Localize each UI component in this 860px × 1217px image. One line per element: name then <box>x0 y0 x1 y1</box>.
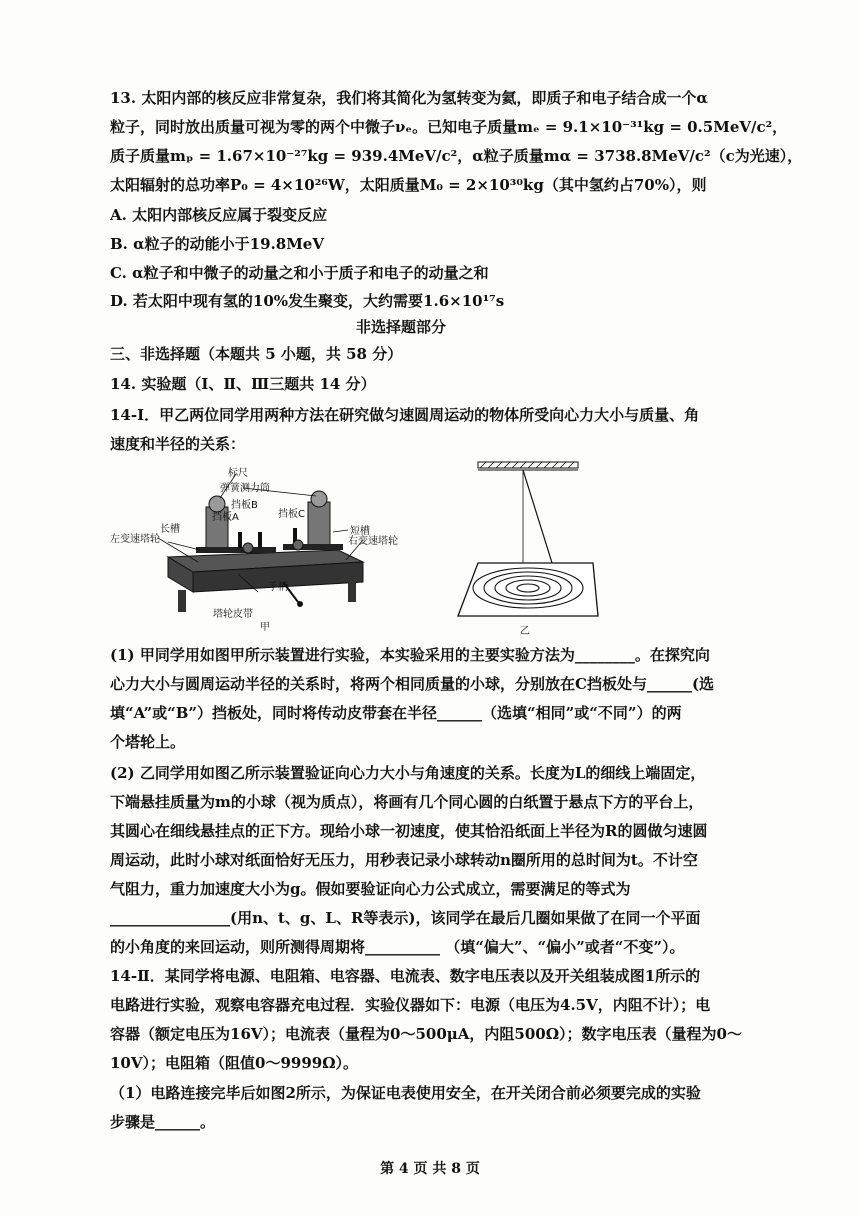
q14-1-part2-line-2: 下端悬挂质量为m的小球（视为质点），将画有几个同心圆的白纸置于悬点下方的平台上， <box>110 793 704 811</box>
label-handle: 手柄 <box>268 582 288 593</box>
q14-1-part1-line-3: 填“A”或“B”）挡板处，同时将传动皮带套在半径______（选填“相同”或“不同”）的两 <box>110 704 682 722</box>
q13-line-3: 质子质量mₚ = 1.67×10⁻²⁷kg = 939.4MeV/c²，α粒子质量mα = 3738.8MeV/c²（c为光速）， <box>110 147 803 165</box>
q14-1-part1-line-4: 个塔轮上。 <box>110 733 186 751</box>
q14-1-intro-line-2: 速度和半径的关系： <box>110 435 246 453</box>
label-long-slot: 长槽 <box>160 524 180 535</box>
q13-line-4: 太阳辐射的总功率P₀ = 4×10²⁶W，太阳质量M₀ = 2×10³⁰kg（其中氢约占70%），则 <box>110 176 707 194</box>
q14-1-part2-line-5: 气阻力，重力加速度大小为g。假如要验证向心力公式成立，需要满足的等式为 <box>110 880 631 898</box>
figure-b-caption: 乙 <box>520 626 530 636</box>
label-plate-a: 挡板A <box>212 512 239 523</box>
q14-2-line-5: （1）电路连接完毕后如图2所示，为保证电表使用安全，在开关闭合前必须要完成的实验 <box>110 1084 701 1102</box>
q14-1-part2-line-6: ________________(用n、t、g、L、R等表示)，该同学在最后几圈如果做了在同一个平面 <box>110 909 701 927</box>
q14-1-part1-line-1: (1) 甲同学用如图甲所示装置进行实验，本实验采用的主要实验方法为________。在探究向 <box>110 646 710 664</box>
q14-1-part2-line-1: (2) 乙同学用如图乙所示装置验证向心力大小与角速度的关系。长度为L的细线上端固定， <box>110 764 706 782</box>
label-belt: 塔轮皮带 <box>213 609 253 620</box>
q13-option-c: C. α粒子和中微子的动量之和小于质子和电子的动量之和 <box>110 264 489 282</box>
q14-1-intro-line-1: 14-Ⅰ．甲乙两位同学用两种方法在研究做匀速圆周运动的物体所受向心力大小与质量、角 <box>110 406 700 424</box>
q14-2-line-3: 容器（额定电压为16V）；电流表（量程为0～500μA，内阻500Ω）；数字电压表（量程为0～ <box>110 1025 742 1043</box>
q14-1-part2-line-3: 其圆心在细线悬挂点的正下方。现给小球一初速度，使其恰沿纸面上半径为R的圆做匀速圆 <box>110 822 708 840</box>
q13-option-b: B. α粒子的动能小于19.8MeV <box>110 235 324 253</box>
label-plate-b: 挡板B <box>231 500 258 511</box>
q14-2-line-6: 步骤是______。 <box>110 1113 216 1131</box>
figure-a-caption: 甲 <box>260 622 270 633</box>
q14-2-line-2: 电路进行实验，观察电容器充电过程．实验仪器如下：电源（电压为4.5V，内阻不计）；电 <box>110 996 711 1014</box>
label-left-wheel: 左变速塔轮 <box>110 534 160 545</box>
q14-title: 14. 实验题（Ⅰ、Ⅱ、Ⅲ三题共 14 分） <box>110 375 376 393</box>
figure-a-centripetal-apparatus <box>108 462 408 634</box>
q13-line-2: 粒子，同时放出质量可视为零的两个中微子νₑ。已知电子质量mₑ = 9.1×10⁻³¹kg = 0.5MeV/c²， <box>110 118 788 136</box>
q14-1-part2-line-4: 周运动，此时小球对纸面恰好无压力，用秒表记录小球转动n圈所用的总时间为t。不计空 <box>110 851 698 869</box>
label-spring: 弹簧测力筒 <box>220 483 270 494</box>
part-title: 非选择题部分 <box>356 318 447 336</box>
q14-2-line-4: 10V）；电阻箱（阻值0～9999Ω）。 <box>110 1054 359 1072</box>
q13-option-a: A. 太阳内部核反应属于裂变反应 <box>110 206 328 224</box>
q13-line-1: 13. 太阳内部的核反应非常复杂，我们将其简化为氢转变为氦，即质子和电子结合成一个α <box>110 89 708 107</box>
q14-1-part1-line-2: 心力大小与圆周运动半径的关系时，将两个相同质量的小球，分别放在C挡板处与______(选 <box>110 675 715 693</box>
label-short-slot: 短槽 <box>350 526 370 537</box>
q14-1-part2-line-7: 的小角度的来回运动，则所测得周期将__________ （填“偏大”、“偏小”或者“不变”）。 <box>110 938 685 956</box>
section-3-title: 三、非选择题（本题共 5 小题，共 58 分） <box>110 345 403 363</box>
label-plate-c: 挡板C <box>278 509 305 520</box>
q14-2-line-1: 14-Ⅱ．某同学将电源、电阻箱、电容器、电流表、数字电压表以及开关组装成图1所示的 <box>110 967 701 985</box>
figure-b-conical-pendulum <box>448 458 608 636</box>
label-right-wheel: 右变速塔轮 <box>348 536 398 547</box>
page-footer: 第 4 页 共 8 页 <box>380 1161 480 1177</box>
q13-option-d: D. 若太阳中现有氢的10%发生聚变，大约需要1.6×10¹⁷s <box>110 292 505 310</box>
label-ruler: 标尺 <box>228 468 248 479</box>
